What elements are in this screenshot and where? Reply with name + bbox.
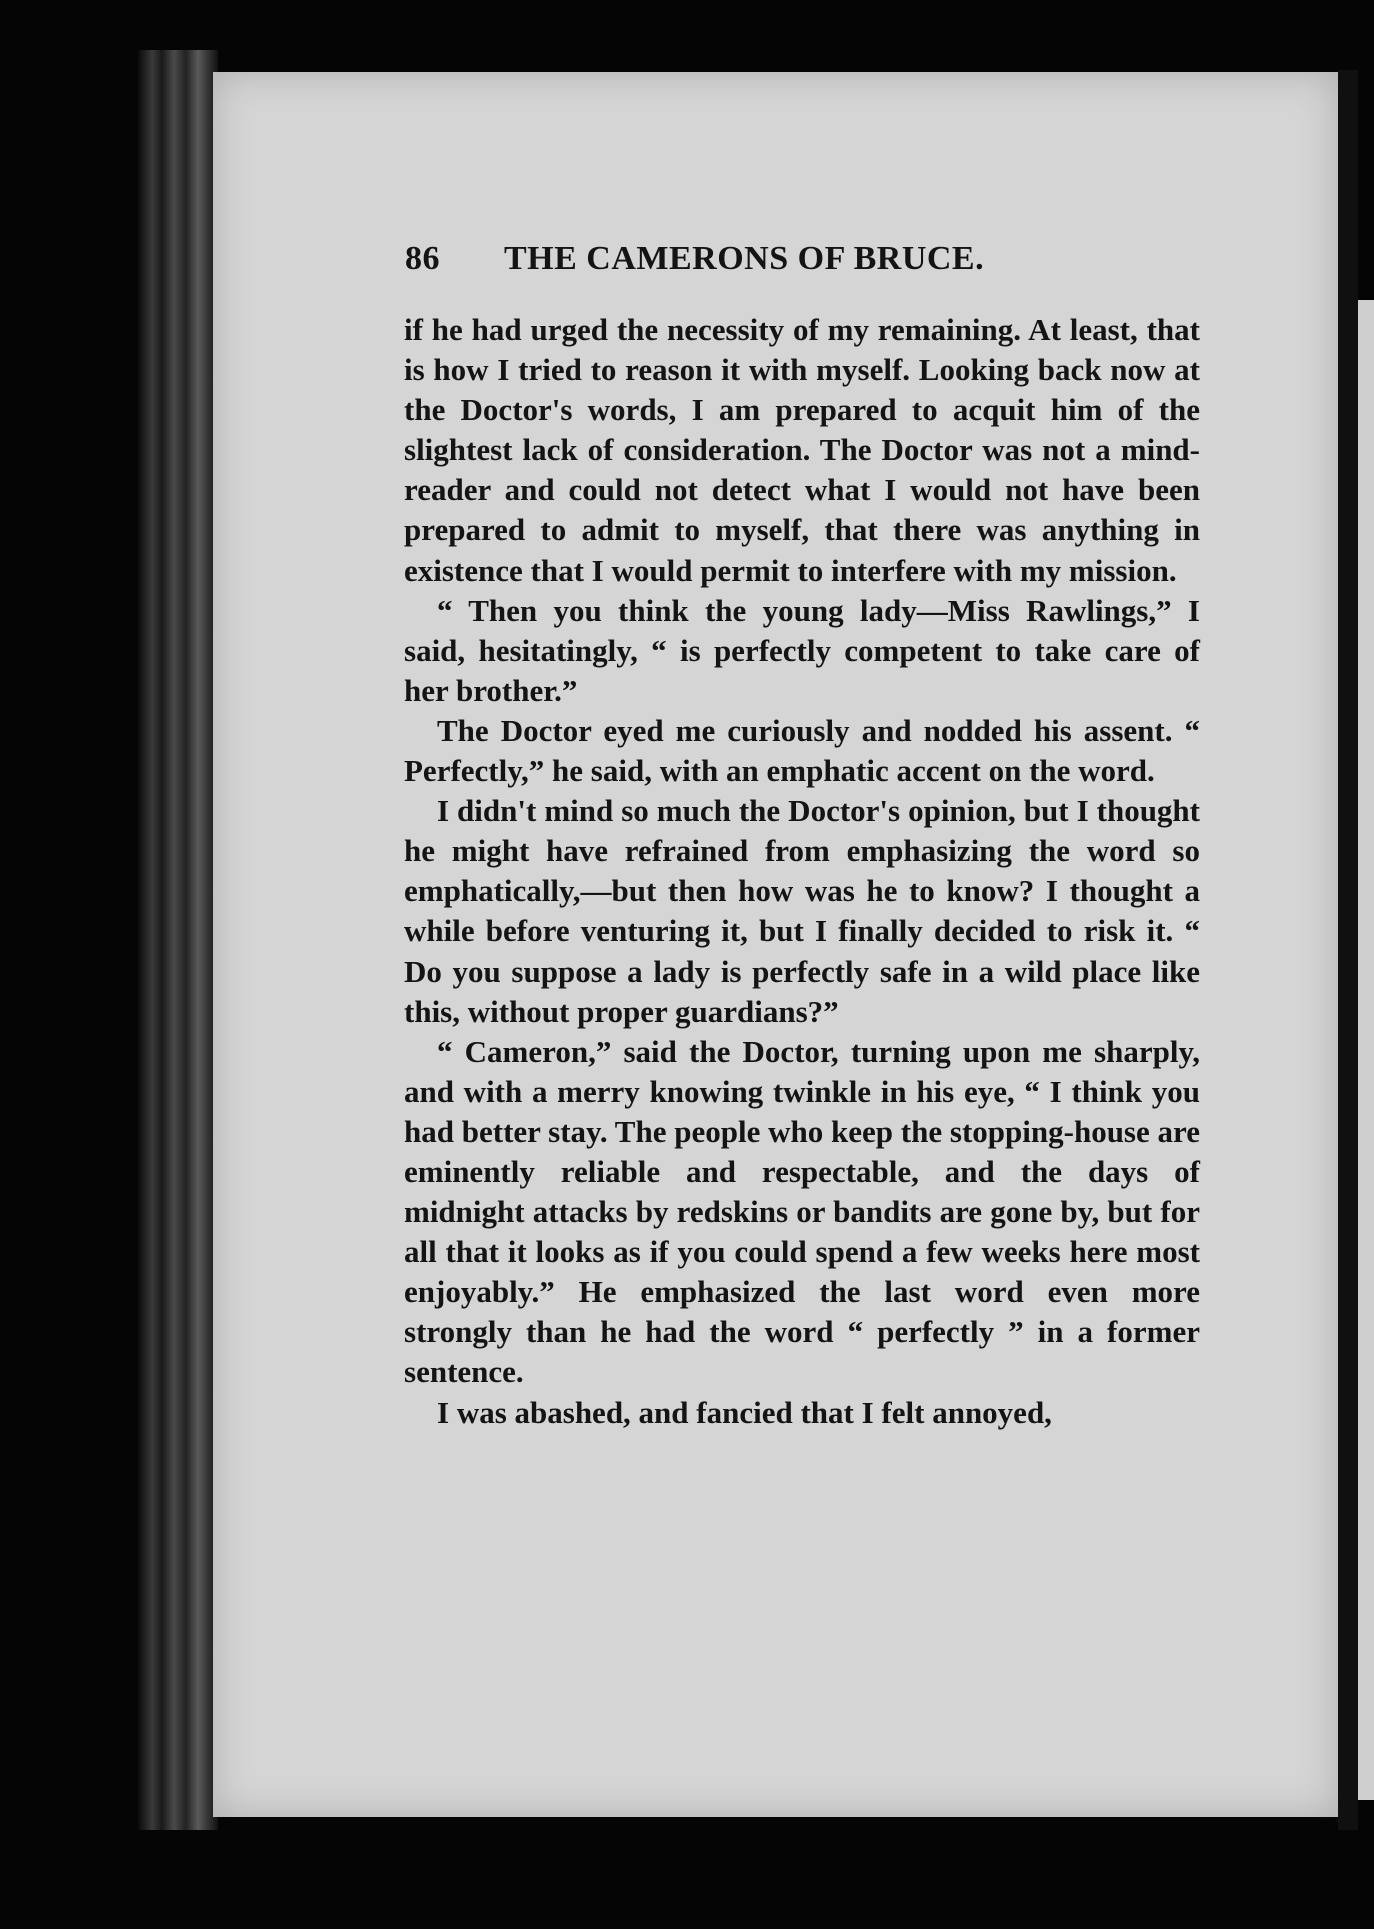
paragraph: if he had urged the necessity of my remaining. At least, that is how I tried to reason it with myself. Looking back now at the Doctor's words, I am prepared to acquit him of the slightest lack of consideration. The Doctor was not a mind-reader and could not detect what I would not have been prepared to admit to myself, that there was anything in existence that I would permit to interfere with my mission. <box>404 312 1200 588</box>
book-spine <box>138 50 218 1830</box>
paragraph: “ Then you think the young lady—Miss Rawlings,” I said, hesitatingly, “ is perfectly competent to take care of her brother.” <box>404 592 1200 708</box>
page-edge-shadow <box>1338 70 1358 1830</box>
body-text <box>404 310 1200 1433</box>
paragraph: I didn't mind so much the Doctor's opinion, but I thought he might have refrained from emphasizing the word so emphatically,—but then how was he to know? I thought a while before venturing it, but I finally decided to risk it. “ Do you suppose a lady is perfectly safe in a wild place like this, without proper guardians?” <box>404 793 1200 1029</box>
next-page-edge <box>1358 300 1374 1800</box>
paragraph: I was abashed, and fancied that I felt annoyed, <box>437 1394 1052 1430</box>
running-title: THE CAMERONS OF BRUCE. <box>504 240 985 277</box>
page-number: 86 <box>405 240 440 277</box>
paragraph: “ Cameron,” said the Doctor, turning upon me sharply, and with a merry knowing twinkle in his eye, “ I think you had better stay. The people who keep the stopping-house are eminently reliable and respectable, and the days of midnight attacks by redskins or bandits are gone by, but for all that it looks as if you could spend a few weeks here most enjoyably.” He emphasized the last word even more strongly than he had the word “ perfectly ” in a former sentence. <box>404 1033 1200 1390</box>
page-header <box>405 240 1085 290</box>
paragraph: The Doctor eyed me curiously and nodded his assent. “ Perfectly,” he said, with an emphatic accent on the word. <box>404 712 1200 789</box>
